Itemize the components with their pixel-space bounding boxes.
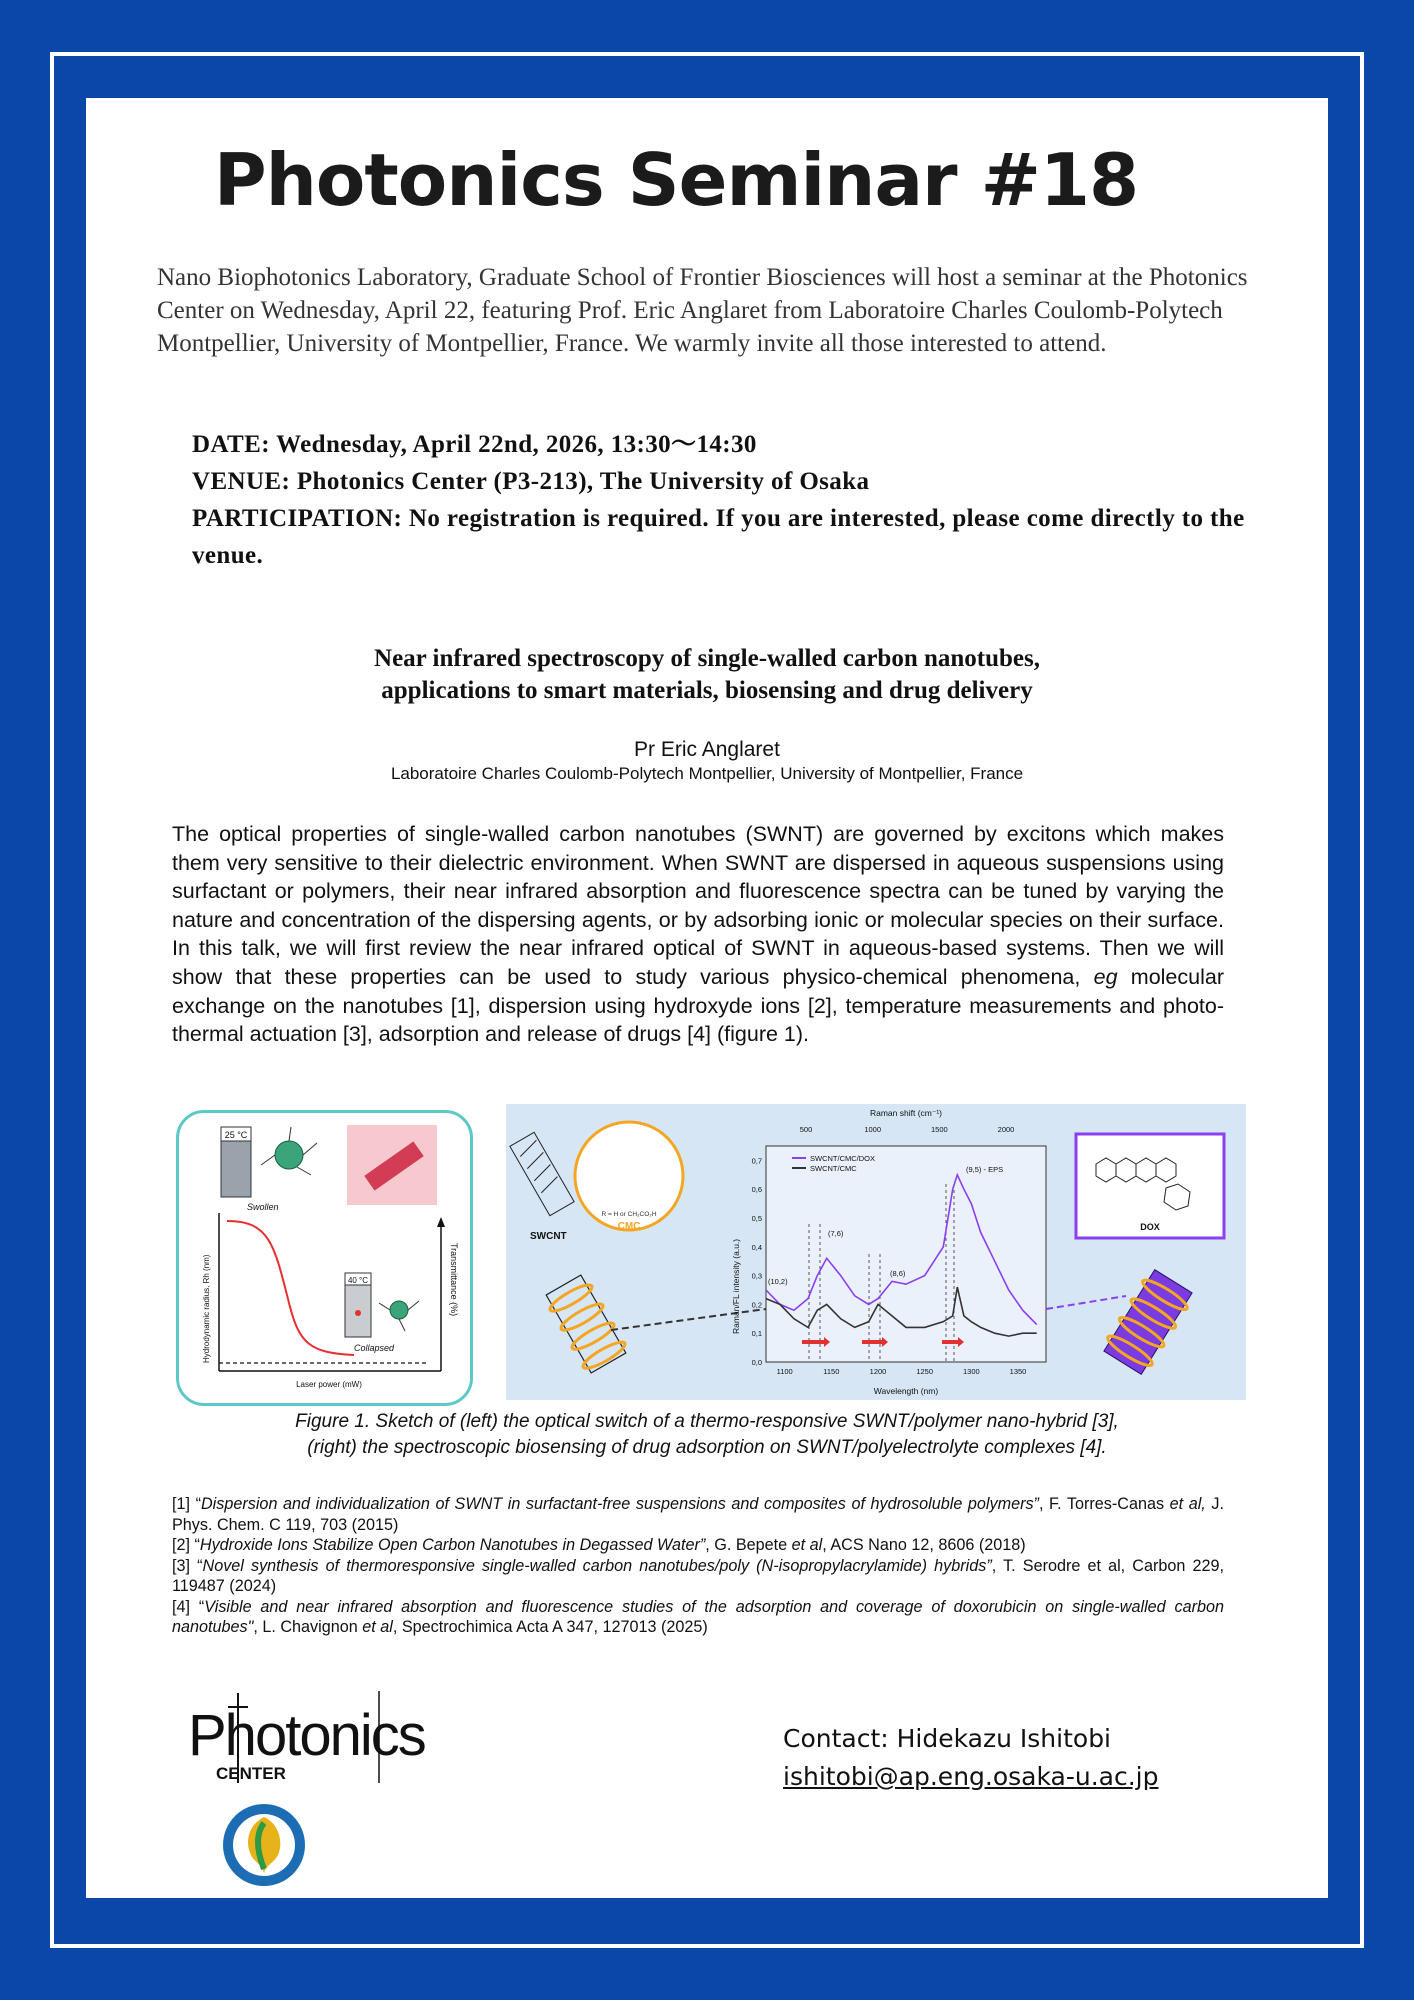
- temp-hot-label: 40 °C: [347, 1276, 369, 1285]
- spectroscopy-figure: [506, 1104, 1246, 1400]
- ref4-journal: , Spectrochimica Acta A 347, 127013 (2025): [392, 1618, 708, 1636]
- radius-curve: [227, 1221, 354, 1355]
- x-tick-label: 1350: [1009, 1367, 1027, 1376]
- figure-right-panel: [506, 1104, 1246, 1400]
- cmc-label: CMC: [617, 1221, 641, 1232]
- reference-4: [172, 1597, 1224, 1638]
- ref4-etal: et al: [362, 1618, 393, 1636]
- peak-label-7-6: (7,6): [828, 1229, 844, 1238]
- figure-caption: [86, 1409, 1328, 1461]
- y-axis-ticks: [752, 1156, 762, 1367]
- abstract-part2: molecular exchange on the nanotubes [1], dispersion using hydroxyde ions [2], temperature measurements and photo-thermal actuation [3], adsorption and release of drugs [4] (figure 1).: [172, 964, 1224, 1047]
- y-tick-label: 0,2: [751, 1300, 762, 1310]
- y-tick-label: 0,7: [751, 1156, 762, 1166]
- ref1-authors: , F. Torres-Canas: [1038, 1495, 1170, 1513]
- legend-cmc: SWCNT/CMC: [810, 1164, 857, 1173]
- ref2-journal: , ACS Nano 12, 8606 (2018): [822, 1536, 1026, 1554]
- y-tick-label: 0,4: [751, 1242, 762, 1252]
- photonics-logo-icon: [186, 1683, 446, 1893]
- top-tick-label: 500: [799, 1125, 813, 1134]
- polymer-arm: [408, 1301, 419, 1310]
- swcnt-label: SWCNT: [530, 1231, 567, 1242]
- ref2-num: [2] “: [172, 1536, 200, 1554]
- intro-paragraph: Nano Biophotonics Laboratory, Graduate School of Frontier Biosciences will host a seminar at the Photonics Center on Wednesday, April 22, featuring Prof. Eric Anglaret from Laboratoire Charles Coulomb-Polytech Montpellier, University of Montpellier, France. We warmly invite all those interested to attend.: [157, 264, 1248, 357]
- ref2-authors: , G. Bepete: [705, 1536, 792, 1554]
- dox-label: DOX: [1140, 1222, 1160, 1232]
- x-tick-label: 1300: [962, 1367, 980, 1376]
- talk-title: [86, 643, 1328, 707]
- ref1-num: [1] “: [172, 1495, 201, 1513]
- photonics-center-logo: [186, 1683, 446, 1897]
- logo-wordmark: Photonics: [188, 1703, 425, 1768]
- ref2-etal: et al: [791, 1536, 823, 1554]
- polymer-arm: [297, 1167, 311, 1175]
- poster-title: Photonics Seminar #18: [213, 138, 1139, 222]
- swollen-polymer-icon: [275, 1141, 303, 1169]
- logo-sub: CENTER: [216, 1764, 286, 1783]
- peak-label-9-5: (9,5) - EPS: [966, 1165, 1004, 1174]
- cmc-note: R = H or CH₂CO₂H: [601, 1211, 657, 1218]
- right-axis-arrow-icon: [437, 1217, 445, 1227]
- swcnt-sketch-icon: [510, 1132, 574, 1215]
- abstract: [172, 820, 1224, 1049]
- reference-2: [172, 1535, 1224, 1556]
- top-tick-label: 1000: [864, 1125, 882, 1134]
- laser-spot-icon: [355, 1310, 361, 1316]
- top-axis-label: Raman shift (cm⁻¹): [869, 1108, 943, 1118]
- polymer-arm: [261, 1155, 275, 1165]
- ref1-etal: et al,: [1169, 1495, 1206, 1513]
- y-tick-label: 0,5: [751, 1214, 762, 1223]
- temp-warm-label: 25 °C: [224, 1130, 248, 1140]
- peak-label-10-2: (10,2): [768, 1277, 788, 1286]
- figure-left-panel: [176, 1110, 473, 1406]
- caption-line2: (right) the spectroscopic biosensing of drug adsorption on SWNT/polyelectrolyte complexes [4].: [307, 1437, 1107, 1458]
- reference-3: [172, 1556, 1224, 1597]
- y-axis-label: Raman/FL intensity (a.u.): [731, 1238, 741, 1334]
- link-dashed-right: [1046, 1296, 1126, 1309]
- x-tick-label: 1100: [776, 1367, 793, 1376]
- ref4-authors: , L. Chavignon: [253, 1618, 363, 1636]
- event-date: DATE: Wednesday, April 22nd, 2026, 13:30〜14:30: [192, 431, 757, 458]
- polymer-arm: [399, 1319, 405, 1331]
- ref1-title: Dispersion and individualization of SWNT in surfactant-free suspensions and composites of hydrosoluble polymers”: [200, 1495, 1039, 1513]
- y-tick-label: 0,1: [751, 1329, 762, 1339]
- y-tick-label: 0,3: [751, 1271, 762, 1281]
- left-ylabel: Hydrodynamic radius, Rh (nm): [202, 1254, 211, 1363]
- event-venue: VENUE: Photonics Center (P3-213), The University of Osaka: [192, 468, 870, 495]
- reference-1: [172, 1494, 1224, 1535]
- polymer-arm: [379, 1303, 390, 1310]
- ref3-title: Novel synthesis of thermoresponsive single-walled carbon nanotubes/poly (N-isopropylacrylamide) hybrids”: [202, 1556, 992, 1575]
- poster-sheet: [86, 98, 1328, 1898]
- abstract-part1: The optical properties of single-walled carbon nanotubes (SWNT) are governed by excitons which makes them very sensitive to their dielectric environment. When SWNT are dispersed in aqueous suspensions using surfactant or polymers, their near infrared absorption and fluorescence spectra can be tuned by varying the nature and concentration of the dispersing agents, or by adsorbing ionic or molecular species on their surface. In this talk, we will first review the near infrared optical of SWNT in aqueous-based systems. Then we will show that these properties can be used to study various physico-chemical phenomena,: [172, 822, 1224, 989]
- talk-title-line2: applications to smart materials, biosensing and drug delivery: [381, 677, 1033, 704]
- ref3-journal: , T. Serodre et al, Carbon 229, 119487 (2024): [172, 1556, 1224, 1595]
- spectrum-plot-frame: [766, 1146, 1046, 1362]
- caption-line1: Figure 1. Sketch of (left) the optical switch of a thermo-responsive SWNT/polymer nano-hybrid [3],: [295, 1411, 1119, 1432]
- talk-title-line1: Near infrared spectroscopy of single-walled carbon nanotubes,: [374, 645, 1040, 672]
- x-axis-label: Wavelength (nm): [873, 1386, 939, 1396]
- speaker-affiliation: Laboratoire Charles Coulomb-Polytech Montpellier, University of Montpellier, France: [390, 764, 1024, 783]
- references: [172, 1494, 1224, 1638]
- collapsed-polymer-icon: [390, 1301, 408, 1319]
- wrapped-nanotube-icon: [546, 1275, 628, 1373]
- event-participation: PARTICIPATION: No registration is required. If you are interested, please come directly to the venue.: [192, 505, 1245, 569]
- top-axis-ticks: [800, 1125, 1015, 1134]
- y-tick-label: 0,6: [751, 1185, 762, 1195]
- peak-label-8-6: (8,6): [890, 1269, 906, 1278]
- x-tick-label: 1250: [916, 1367, 934, 1376]
- x-tick-label: 1150: [823, 1367, 840, 1376]
- y-tick-label: 0,0: [751, 1358, 762, 1367]
- left-xlabel: Laser power (mW): [296, 1380, 362, 1389]
- ref3-num: [3] “: [172, 1556, 203, 1575]
- legend-dox: SWCNT/CMC/DOX: [810, 1154, 875, 1163]
- link-dashed-left: [611, 1309, 766, 1330]
- x-tick-label: 1200: [869, 1367, 887, 1376]
- x-axis-ticks: [777, 1367, 1027, 1376]
- collapsed-label: Collapsed: [354, 1343, 395, 1353]
- contact-block: [783, 1720, 1159, 1796]
- abstract-eg: eg: [1093, 964, 1118, 989]
- event-details: [192, 426, 1272, 574]
- ref4-num: [4] “: [172, 1597, 205, 1616]
- contact-label: Contact: Hidekazu Ishitobi: [783, 1724, 1112, 1753]
- dox-wrapped-nanotube-icon: [1104, 1270, 1192, 1375]
- polymer-arm: [303, 1143, 317, 1155]
- top-tick-label: 2000: [997, 1125, 1015, 1134]
- speaker-name: Pr Eric Anglaret: [634, 738, 780, 761]
- ref1-journal: J. Phys. Chem. C 119, 703 (2015): [172, 1495, 1224, 1534]
- thermo-switch-sketch: [179, 1113, 470, 1403]
- swollen-label: Swollen: [247, 1202, 279, 1212]
- polymer-arm: [289, 1127, 291, 1141]
- ref2-title: Hydroxide Ions Stabilize Open Carbon Nanotubes in Degassed Water”: [199, 1536, 706, 1554]
- ref4-title: Visible and near infrared absorption and fluorescence studies of the adsorption and coverage of doxorubicin on single-walled carbon nanotubes": [172, 1597, 1224, 1636]
- contact-email-link[interactable]: ishitobi@ap.eng.osaka-u.ac.jp: [783, 1762, 1159, 1791]
- top-tick-label: 1500: [930, 1125, 948, 1134]
- right-ylabel: Transmittance (%): [449, 1243, 459, 1317]
